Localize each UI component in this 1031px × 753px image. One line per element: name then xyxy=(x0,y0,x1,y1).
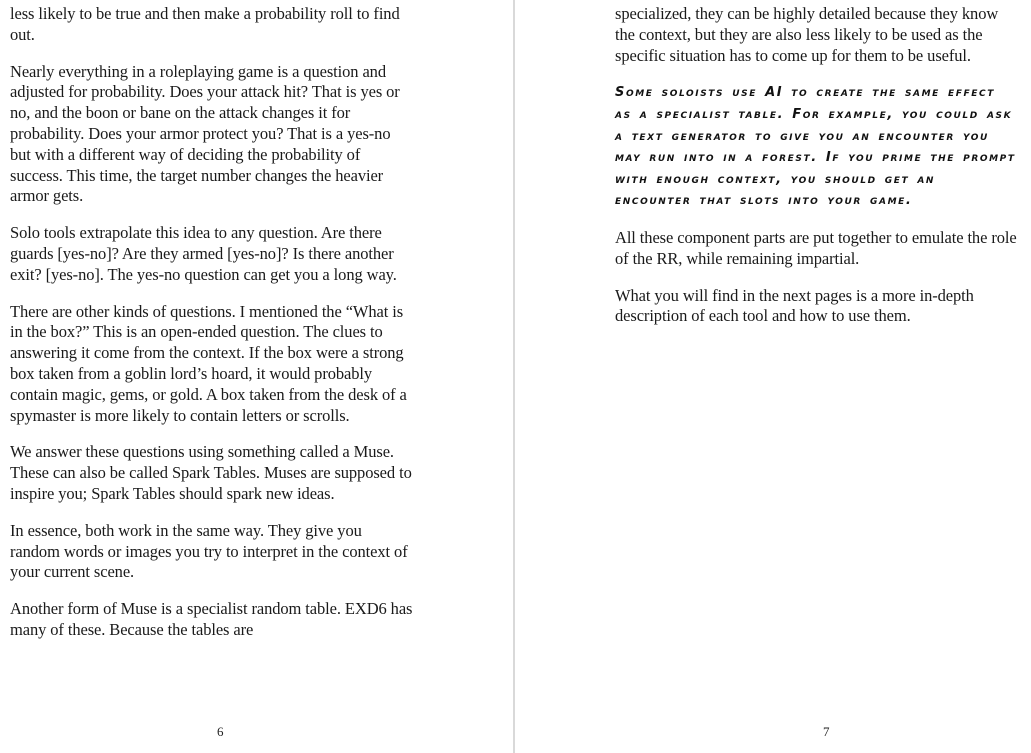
page-divider xyxy=(513,0,515,753)
right-page xyxy=(516,0,1031,753)
paragraph: less likely to be true and then make a probability roll to find out. xyxy=(10,4,400,44)
paragraph: specialized, they can be highly detailed because they know the context, but they are also less likely to be used as the specific situation has to come up for them to be useful. xyxy=(615,4,999,65)
left-page xyxy=(0,0,514,753)
paragraph: In essence, both work in the same way. They give you random words or images you try to interpret in the context of your current scene. xyxy=(10,520,408,582)
right-page-body xyxy=(615,4,1017,343)
paragraph: What you will find in the next pages is a more in-depth description of each tool and how to use them. xyxy=(615,285,974,326)
paragraph: We answer these questions using something called a Muse. These can also be called Spark Tables. Muses are supposed to inspire you; Spark Tables should spark new ideas. xyxy=(10,442,412,503)
paragraph: There are other kinds of questions. I mentioned the “What is in the box?” This is an open-ended question. The clues to answering it come from the context. If the box were a strong box taken from a goblin lord’s hoard, it would probably contain magic, gems, or gold. A box taken from the desk of a spymaster is more likely to contain letters or scrolls. xyxy=(10,301,407,425)
paragraph: Nearly everything in a roleplaying game is a question and adjusted for probability. Does your attack hit? That is yes or no, and the boon or bane on the attack changes it for probability. Does your armor protect you? That is a yes-no but with a different way of deciding the probability of success. This time, the target number changes the heavier armor gets. xyxy=(10,61,400,206)
paragraph: Another form of Muse is a specialist random table. EXD6 has many of these. Because the tables are xyxy=(10,599,413,639)
left-page-body xyxy=(10,4,414,657)
callout-sidebar: Some soloists use AI to create the same effect as a specialist table. For example, you could ask a text generator to give you an encounter you may run into in a forest. If you prime the prompt with enough context, you should get an encounter that slots into your game. xyxy=(615,85,1016,209)
page-number: 6 xyxy=(217,724,224,739)
paragraph: Solo tools extrapolate this idea to any question. Are there guards [yes-no]? Are they armed [yes-no]? Is there another exit? [yes-no]. The yes-no question can get you a long way. xyxy=(10,223,397,284)
paragraph: All these component parts are put together to emulate the role of the RR, while remaining impartial. xyxy=(615,227,1017,268)
page-number: 7 xyxy=(823,724,830,739)
